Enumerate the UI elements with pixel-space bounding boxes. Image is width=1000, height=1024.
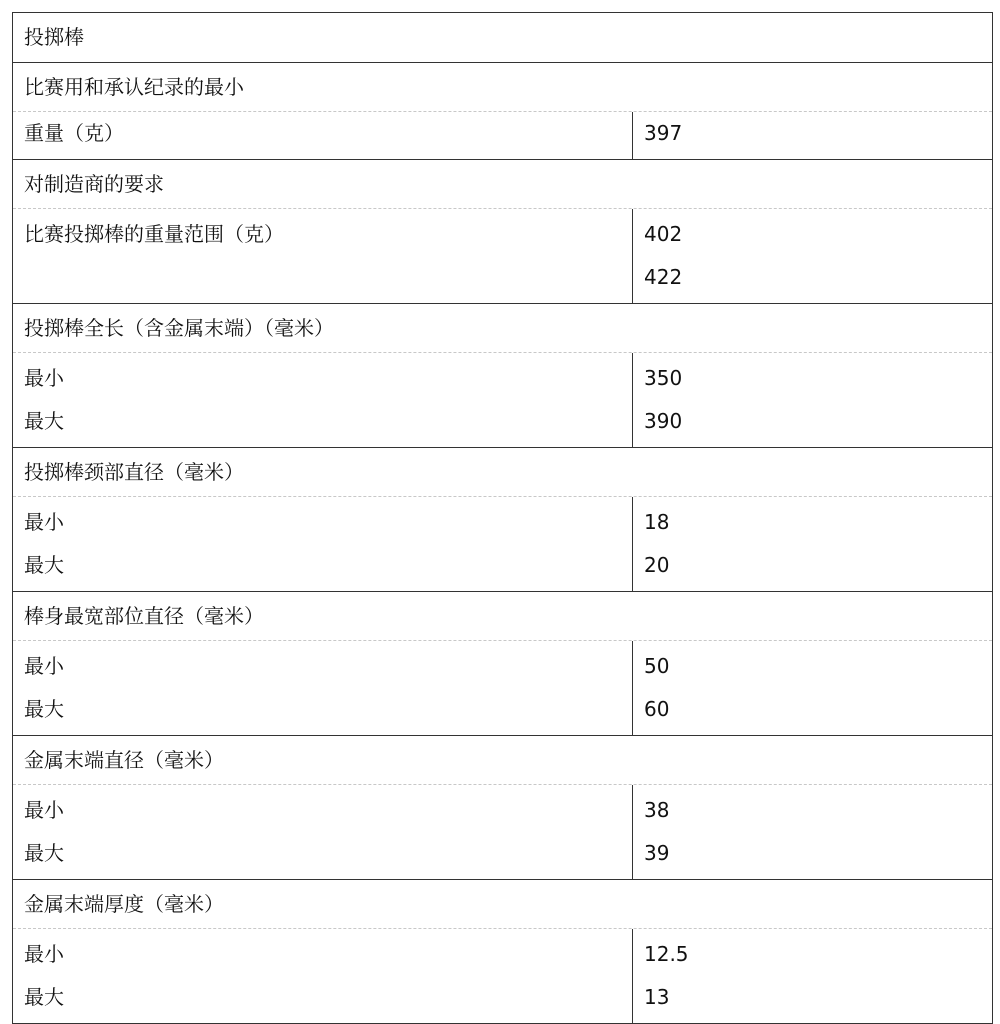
row-value: 38 — [644, 798, 670, 822]
section-body — [13, 209, 992, 303]
label-column — [13, 209, 633, 303]
label-column — [13, 929, 633, 1023]
section-heading: 比赛用和承认纪录的最小 — [13, 63, 992, 112]
row-value: 390 — [644, 409, 683, 433]
empty-cell — [13, 256, 632, 299]
section-body — [13, 929, 992, 1023]
value-column — [633, 785, 992, 879]
label-column — [13, 785, 633, 879]
section-neck-diameter — [13, 447, 992, 591]
table-title: 投掷棒 — [24, 25, 84, 49]
table-title-section — [13, 13, 992, 62]
row-label: 最小 — [24, 366, 64, 390]
row-value: 20 — [644, 553, 670, 577]
section-manufacturer-requirements — [13, 159, 992, 303]
value-column — [633, 497, 992, 591]
section-metal-tip-thickness — [13, 879, 992, 1023]
row-label: 最小 — [24, 942, 64, 966]
label-column — [13, 641, 633, 735]
section-heading: 投掷棒颈部直径（毫米） — [13, 448, 992, 497]
value-column — [633, 353, 992, 447]
value-column — [633, 112, 992, 159]
row-label: 最大 — [24, 841, 64, 865]
section-body — [13, 112, 992, 159]
section-competition-minimum — [13, 62, 992, 159]
section-metal-tip-diameter — [13, 735, 992, 879]
row-value: 39 — [644, 841, 670, 865]
section-heading: 金属末端直径（毫米） — [13, 736, 992, 785]
value-column — [633, 641, 992, 735]
specification-table — [12, 12, 993, 1024]
section-heading: 棒身最宽部位直径（毫米） — [13, 592, 992, 641]
section-body — [13, 641, 992, 735]
row-label: 比赛投掷棒的重量范围（克） — [24, 222, 284, 246]
section-body — [13, 353, 992, 447]
value-column — [633, 209, 992, 303]
section-overall-length — [13, 303, 992, 447]
row-label: 最大 — [24, 409, 64, 433]
row-value: 60 — [644, 697, 670, 721]
row-label: 最大 — [24, 697, 64, 721]
row-label: 最大 — [24, 553, 64, 577]
section-widest-diameter — [13, 591, 992, 735]
row-label: 最小 — [24, 510, 64, 534]
section-body — [13, 785, 992, 879]
row-value: 13 — [644, 985, 670, 1009]
row-label: 重量（克） — [24, 121, 124, 145]
row-value: 350 — [644, 366, 683, 390]
row-label: 最小 — [24, 798, 64, 822]
row-value: 12.5 — [644, 942, 689, 966]
value-column — [633, 929, 992, 1023]
row-value: 18 — [644, 510, 670, 534]
row-value: 422 — [644, 265, 683, 289]
section-heading: 金属末端厚度（毫米） — [13, 880, 992, 929]
label-column — [13, 353, 633, 447]
label-column — [13, 497, 633, 591]
row-label: 最大 — [24, 985, 64, 1009]
section-heading: 投掷棒全长（含金属末端）（毫米） — [13, 304, 992, 353]
row-label: 最小 — [24, 654, 64, 678]
row-value: 397 — [644, 121, 683, 145]
section-heading: 对制造商的要求 — [13, 160, 992, 209]
row-value: 50 — [644, 654, 670, 678]
row-value: 402 — [644, 222, 683, 246]
section-body — [13, 497, 992, 591]
label-column — [13, 112, 633, 159]
